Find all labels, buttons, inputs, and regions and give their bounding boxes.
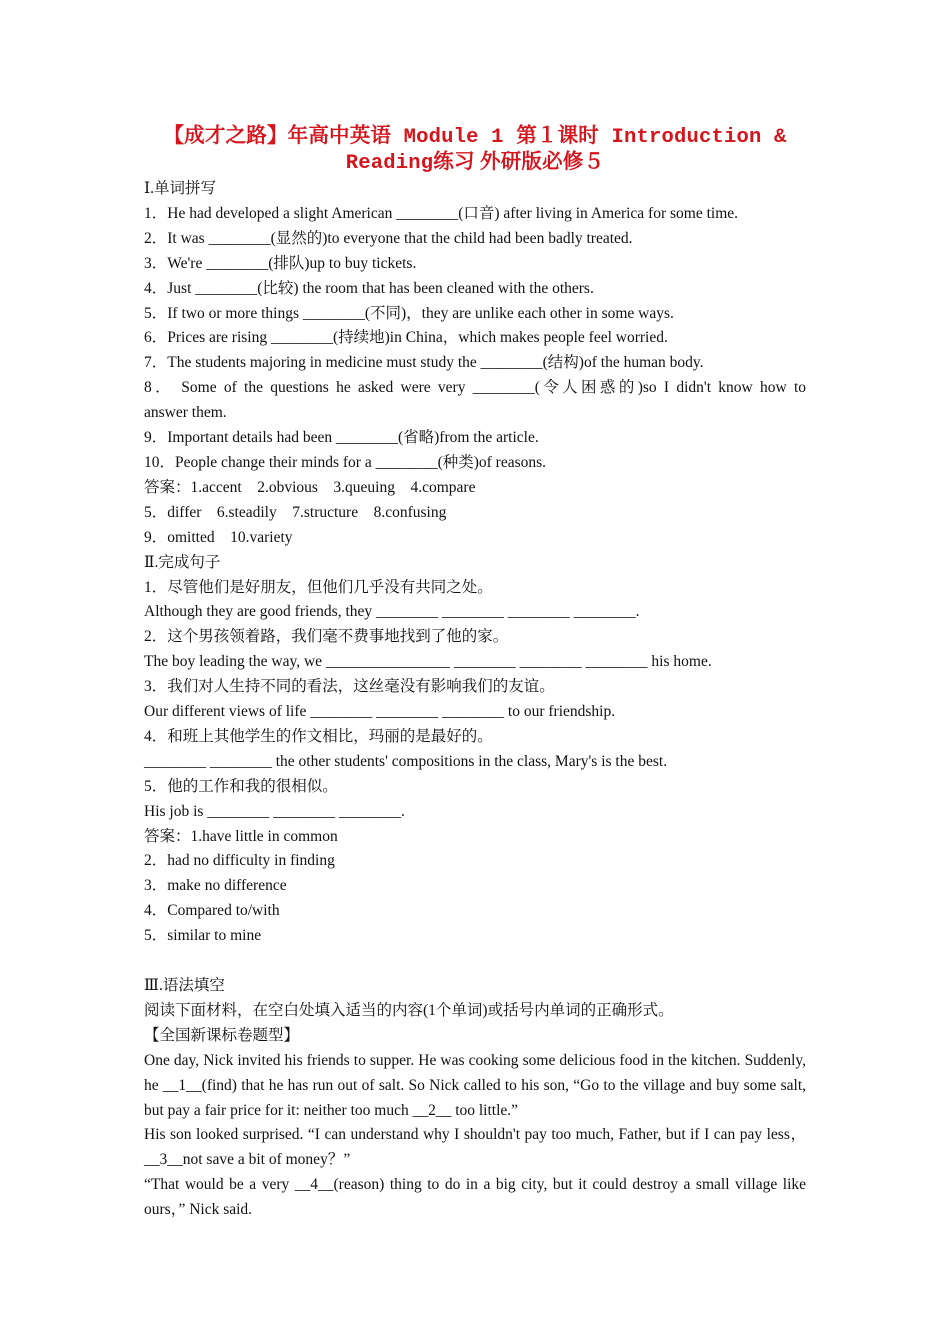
section1-item-2: 2．It was ________(显然的)to everyone that the child had been badly treated. xyxy=(144,229,633,247)
blank-line xyxy=(144,949,806,974)
section1-heading: Ⅰ.单词拼写 xyxy=(144,180,216,197)
section3-paragraph-1: One day, Nick invited his friends to supper. He was cooking some delicious food in the kitchen. Suddenly, he __1__(find) that he has run out of salt. So Nick called to his son, “Go to the village and buy some salt, but pay a fair price for it: neither too much __2__ too little.” xyxy=(144,1051,806,1119)
section2-answer-3: 3．make no difference xyxy=(144,877,287,895)
section3-paragraph-2: His son looked surprised. “I can understand why I shouldn't pay too much, Father, but if I can pay less，__3__not save a bit of money？” xyxy=(144,1126,806,1169)
section1-item-4: 4．Just ________(比较) the room that has been cleaned with the others. xyxy=(144,279,594,297)
section1-item-5: 5．If two or more things ________(不同)，they are unlike each other in some ways. xyxy=(144,304,674,322)
section1-item-8-cont: answer them. xyxy=(144,404,227,422)
title-reading: Reading xyxy=(345,152,434,175)
section3-heading: Ⅲ.语法填空 xyxy=(144,976,225,994)
section2-answer-5: 5．similar to mine xyxy=(144,927,262,945)
section1-answer-2: 5．differ 6.steadily 7.structure 8.confusing xyxy=(144,503,447,521)
section2-item-2-cn: 2．这个男孩领着路，我们毫不费事地找到了他的家。 xyxy=(144,628,509,646)
document-title xyxy=(124,124,826,176)
title-suffix: 练习 外研版必修５ xyxy=(433,151,605,173)
section1-item-6: 6．Prices are rising ________(持续地)in China，which makes people feel worried. xyxy=(144,329,668,347)
section2-heading: Ⅱ.完成句子 xyxy=(144,553,221,571)
section1-item-10: 10．People change their minds for a ________(种类)of reasons. xyxy=(144,453,547,471)
section1-item-1: 1．He had developed a slight American ________(口音) after living in America for some time. xyxy=(144,204,739,222)
section2-item-5-cn: 5．他的工作和我的很相似。 xyxy=(144,777,338,795)
document-page xyxy=(144,124,806,1223)
section1-item-7: 7．The students majoring in medicine must study the ________(结构)of the human body. xyxy=(144,354,704,372)
section2-answer-1: 答案：1.have little in common xyxy=(144,827,338,845)
section2-item-5-en: His job is ________ ________ ________. xyxy=(144,802,405,820)
title-lesson: 第１课时 xyxy=(516,125,599,147)
section1-answer-1: 答案：1.accent 2.obvious 3.queuing 4.compare xyxy=(144,478,476,496)
title-module: Module 1 xyxy=(391,126,517,149)
title-introduction: Introduction & xyxy=(599,126,787,149)
title-line-1 xyxy=(124,124,826,150)
title-line-2 xyxy=(124,150,826,176)
section2-answer-4: 4．Compared to/with xyxy=(144,902,280,920)
section1-item-9: 9．Important details had been ________(省略)from the article. xyxy=(144,429,539,447)
section2-item-2-en: The boy leading the way, we ________________ ________ ________ ________ his home. xyxy=(144,653,712,671)
section2-item-4-en: ________ ________ the other students' compositions in the class, Mary's is the best. xyxy=(144,752,668,770)
section2-item-1-en: Although they are good friends, they ________ ________ ________ ________. xyxy=(144,603,640,621)
section3-paragraph-3: “That would be a very __4__(reason) thing to do in a big city, but it could destroy a small village like ours，” Nick said. xyxy=(144,1176,806,1219)
section1-item-8: 8． Some of the questions he asked were very ________(令人困惑的)so I didn't know how to xyxy=(144,379,806,397)
section3-tag: 【全国新课标卷题型】 xyxy=(144,1026,300,1044)
section2-item-3-cn: 3．我们对人生持不同的看法，这丝毫没有影响我们的友谊。 xyxy=(144,678,555,696)
section2-item-3-en: Our different views of life ________ ________ ________ to our friendship. xyxy=(144,703,616,721)
section2-item-1-cn: 1．尽管他们是好朋友，但他们几乎没有共同之处。 xyxy=(144,578,493,596)
section2-answer-2: 2．had no difficulty in finding xyxy=(144,852,335,870)
section1-item-3: 3．We're ________(排队)up to buy tickets. xyxy=(144,254,417,272)
section3-instruction: 阅读下面材料，在空白处填入适当的内容(1个单词)或括号内单词的正确形式。 xyxy=(144,1001,674,1019)
section2-item-4-cn: 4．和班上其他学生的作文相比，玛丽的是最好的。 xyxy=(144,727,493,745)
section1-answer-3: 9．omitted 10.variety xyxy=(144,528,293,546)
title-prefix: 【成才之路】年高中英语 xyxy=(163,125,392,147)
